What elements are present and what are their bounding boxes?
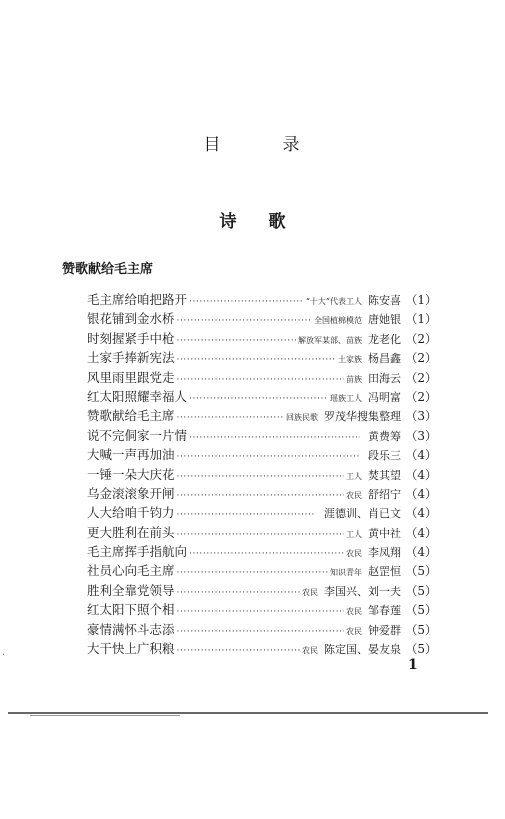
toc-entry <box>87 503 437 522</box>
toc-entry-author: 陈安喜 <box>368 294 401 307</box>
toc-entry-author: 邹春莲 <box>368 604 401 618</box>
toc-dot-leader <box>177 452 360 462</box>
toc-entry-author: 李国兴、刘一夫 <box>324 584 401 598</box>
toc-dot-leader <box>177 646 300 656</box>
toc-entry-author: 涯德训、肖已文 <box>324 507 401 521</box>
toc-entry-author: 李凤翔 <box>368 546 401 560</box>
toc-entry-page: （4） <box>405 486 437 501</box>
page-title <box>0 130 505 155</box>
toc-entry-title: 胜利全靠党领导 <box>87 582 175 598</box>
toc-entry-page: （4） <box>405 448 437 463</box>
toc-entry-title: 社员心向毛主席 <box>87 563 175 579</box>
toc-entry <box>87 542 437 561</box>
toc-dot-leader <box>177 413 284 423</box>
toc-entry-page: （5） <box>405 583 437 598</box>
toc-entry-affiliation: 土家族 <box>338 355 362 365</box>
toc-entry-page: （3） <box>405 428 437 443</box>
toc-entry-title: 毛主席挥手指航向 <box>87 544 188 560</box>
toc-entry-author: 唐她银 <box>368 313 401 327</box>
toc-dot-leader <box>177 316 312 326</box>
toc-dot-leader <box>177 336 296 346</box>
bottom-rule <box>8 712 488 714</box>
toc-entry-affiliation: 农民 <box>346 626 362 636</box>
margin-mark: · <box>2 650 6 661</box>
toc-entry-author: 段乐三 <box>368 449 401 463</box>
toc-entry <box>87 620 437 639</box>
page-number: 1 <box>408 657 418 673</box>
toc-entry-affiliation: 苗族 <box>346 374 362 384</box>
toc-entry <box>87 445 437 464</box>
toc-entry-page: （2） <box>405 331 437 346</box>
toc-dot-leader <box>177 627 344 637</box>
table-of-contents <box>87 290 437 658</box>
toc-entry-author: 陈定国、晏友泉 <box>324 643 401 657</box>
toc-entry-title: 说不完侗家一片情 <box>87 427 188 443</box>
toc-entry-title: 大喊一声再加油 <box>87 447 175 463</box>
toc-dot-leader <box>189 549 344 559</box>
subsection-title: 赞歌献给毛主席 <box>62 262 154 277</box>
toc-entry-affiliation: 解放军某部、苗族 <box>298 335 362 345</box>
toc-entry <box>87 309 437 328</box>
toc-entry-title: 土家手捧新宪法 <box>87 350 175 366</box>
toc-entry-affiliation: 农民 <box>346 490 362 500</box>
toc-dot-leader <box>189 297 304 307</box>
toc-entry-page: （1） <box>405 312 437 327</box>
toc-entry-author: 杨昌鑫 <box>368 352 401 366</box>
toc-entry-title: 银花铺到金水桥 <box>87 311 175 327</box>
toc-entry-page: （4） <box>405 525 437 540</box>
toc-entry-title: 大干快上广积粮 <box>87 641 175 657</box>
toc-dot-leader <box>177 607 344 617</box>
toc-entry-title: 一锤一朵大庆花 <box>87 466 175 482</box>
toc-entry-title: 赞歌献给毛主席 <box>87 408 175 424</box>
toc-entry-page: （3） <box>405 409 437 424</box>
toc-entry-title: 毛主席给咱把路开 <box>87 292 188 307</box>
bottom-rule-secondary <box>30 715 180 716</box>
toc-dot-leader <box>177 491 344 501</box>
toc-entry-affiliation: 农民 <box>302 587 318 597</box>
toc-dot-leader <box>177 530 344 540</box>
toc-entry-page: （2） <box>405 351 437 366</box>
toc-entry <box>87 600 437 619</box>
toc-dot-leader <box>189 394 328 404</box>
toc-entry <box>87 426 437 445</box>
section-title <box>0 207 505 232</box>
toc-entry-page: （5） <box>405 603 437 618</box>
toc-entry <box>87 561 437 580</box>
toc-entry <box>87 639 437 658</box>
toc-entry-title: 红太阳下照个相 <box>87 602 175 618</box>
toc-entry-author: 罗茂华搜集整理 <box>324 410 401 424</box>
toc-entry <box>87 368 437 387</box>
toc-dot-leader <box>177 568 328 578</box>
section-title-char-2: 歌 <box>268 212 286 232</box>
toc-entry <box>87 387 437 406</box>
toc-entry <box>87 484 437 503</box>
toc-entry-title: 豪情满怀斗志添 <box>87 621 175 637</box>
page-title-char-2: 录 <box>282 135 302 155</box>
toc-dot-leader <box>189 433 360 443</box>
toc-entry <box>87 290 437 309</box>
toc-entry-page: （1） <box>405 293 437 307</box>
toc-entry-title: 红太阳照耀幸福人 <box>87 388 188 404</box>
toc-entry-affiliation: “十大”代表工人 <box>305 297 362 306</box>
toc-entry-title: 时刻握紧手中枪 <box>87 330 175 346</box>
toc-dot-leader <box>177 510 316 520</box>
toc-entry-affiliation: 工人 <box>346 471 362 481</box>
toc-entry <box>87 329 437 348</box>
toc-entry-affiliation: 工人 <box>346 529 362 539</box>
toc-entry-page: （5） <box>405 642 437 657</box>
toc-entry-page: （4） <box>405 506 437 521</box>
toc-entry <box>87 406 437 425</box>
toc-entry <box>87 581 437 600</box>
toc-dot-leader <box>177 588 300 598</box>
toc-entry-author: 舒绍宁 <box>368 487 401 501</box>
toc-entry-affiliation: 瑶族工人 <box>330 393 362 403</box>
toc-entry-page: （4） <box>405 545 437 560</box>
toc-entry-page: （2） <box>405 389 437 404</box>
toc-entry-page: （2） <box>405 370 437 385</box>
toc-entry-affiliation: 农民 <box>302 646 318 656</box>
toc-entry-affiliation: 回族民歌 <box>286 413 318 423</box>
toc-entry-title: 风里雨里跟党走 <box>87 369 175 385</box>
toc-entry-author: 田海云 <box>368 371 401 385</box>
toc-entry-affiliation: 知识青年 <box>330 568 362 578</box>
toc-entry-author: 黄中社 <box>368 526 401 540</box>
toc-entry-affiliation: 农民 <box>346 549 362 559</box>
page-title-char-1: 目 <box>203 135 223 155</box>
toc-entry-title: 人大给咱千钧力 <box>87 505 175 521</box>
toc-entry-page: （5） <box>405 622 437 637</box>
toc-entry-author: 冯明富 <box>368 390 401 404</box>
toc-entry-affiliation: 全国植棉模范 <box>314 316 362 326</box>
toc-entry-author: 黄费筹 <box>368 429 401 443</box>
toc-dot-leader <box>177 375 344 385</box>
toc-entry <box>87 523 437 542</box>
toc-entry-author: 焚其望 <box>368 468 401 482</box>
section-title-char-1: 诗 <box>219 212 237 232</box>
toc-entry <box>87 348 437 367</box>
toc-entry-page: （5） <box>405 564 437 579</box>
toc-entry-author: 龙老化 <box>368 332 401 346</box>
toc-dot-leader <box>177 355 336 365</box>
toc-entry-author: 赵罡恒 <box>368 565 401 579</box>
toc-entry-author: 钟爱群 <box>368 623 401 637</box>
toc-dot-leader <box>177 472 344 482</box>
toc-entry-title: 乌金滚滚象开闸 <box>87 485 175 501</box>
toc-entry-page: （4） <box>405 467 437 482</box>
toc-entry <box>87 465 437 484</box>
toc-entry-title: 更大胜利在前头 <box>87 524 175 540</box>
toc-entry-affiliation: 农民 <box>346 607 362 617</box>
